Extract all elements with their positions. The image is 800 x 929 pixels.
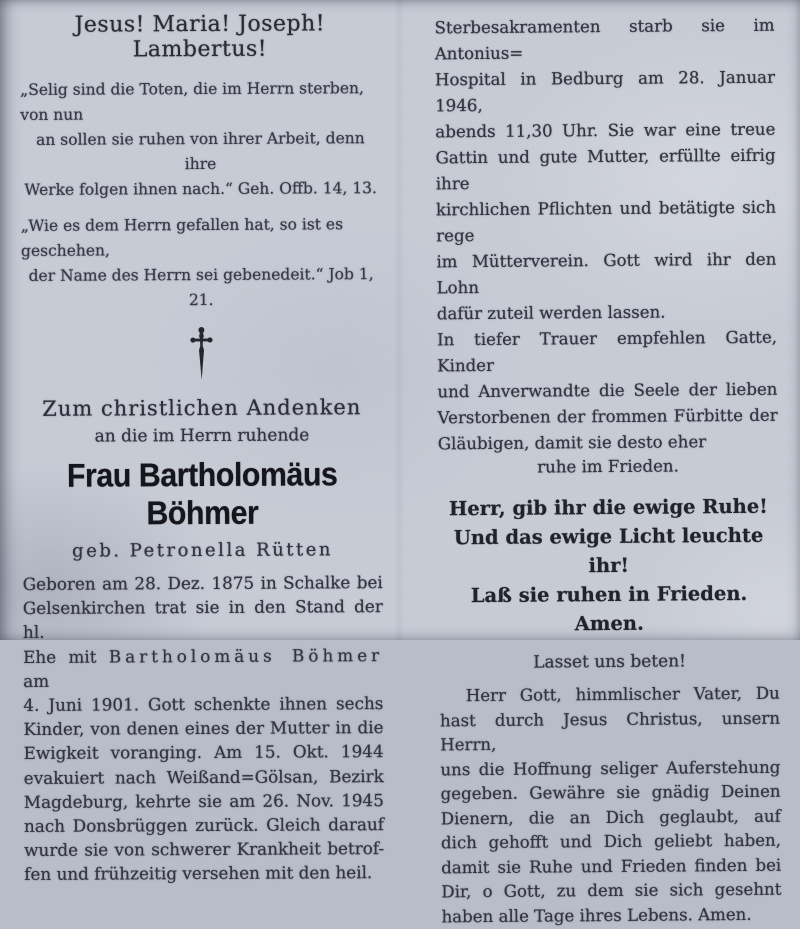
text-line: dafür zuteil werden lassen. bbox=[436, 302, 666, 324]
left-page bbox=[20, 0, 385, 887]
text-line: Magdeburg, kehrte sie am 26. Nov. 1945 bbox=[23, 789, 384, 812]
biography-paragraph bbox=[23, 570, 385, 887]
eternal-rest-prayer bbox=[438, 492, 779, 640]
text-line: Geboren am 28. Dez. 1875 in Schalke bei bbox=[22, 572, 383, 594]
text-line: Gelsenkirchen trat sie in den Stand der hl. bbox=[22, 596, 383, 643]
text-line: im Mütterverein. Gott wird ihr den Lohn bbox=[436, 249, 777, 298]
text-fragment: Ehe mit bbox=[23, 646, 109, 667]
memorial-intro: Zum christlichen Andenken bbox=[42, 395, 362, 421]
cross-icon bbox=[21, 325, 381, 383]
text-line: hast durch Jesus Christus, unsern Herrn, bbox=[439, 708, 781, 755]
right-page bbox=[434, 0, 781, 929]
call-to-prayer: Lasset uns beten! bbox=[533, 651, 687, 673]
text-line: Laß sie ruhen in Frieden. Amen. bbox=[470, 581, 748, 636]
text-line: damit sie Ruhe und Frieden finden bei bbox=[441, 855, 782, 877]
text-line: Werke folgen ihnen nach.“ Geh. Offb. 14, 13. bbox=[24, 179, 377, 199]
text-line: fen und frühzeitig versehen mit den heil. bbox=[24, 862, 373, 885]
deceased-name: Frau Bartholomäus Böhmer bbox=[66, 455, 338, 532]
text-line: an sollen sie ruhen von ihrer Arbeit, denn ihre bbox=[36, 129, 365, 174]
text-line: Dienern, die an Dich geglaubt, auf bbox=[440, 806, 781, 828]
spaced-husband-name: Bartholomäus Böhmer bbox=[108, 644, 384, 667]
text-line: uns die Hoffnung seliger Auferstehung bbox=[440, 757, 781, 779]
text-line bbox=[23, 643, 383, 693]
text-line: und Anverwandte die Seele der lieben bbox=[437, 379, 778, 402]
text-line: Kinder, von denen eines der Mutter in die bbox=[23, 717, 384, 740]
text-line: wurde sie von schwerer Krankheit betrof- bbox=[24, 838, 385, 861]
text-line: dich gehofft und Dich geliebt haben, bbox=[440, 830, 782, 853]
text-line: Hospital in Bedburg am 28. Januar 1946, bbox=[434, 67, 776, 116]
text-line: Dir, o Gott, zu dem sie sich gesehnt bbox=[441, 879, 782, 902]
text-line: In tiefer Trauer empfehlen Gatte, Kinder bbox=[436, 327, 778, 376]
text-line: gegeben. Gewähre sie gnädig Deinen bbox=[440, 781, 781, 804]
mourning-paragraph bbox=[437, 325, 778, 458]
text-line: Gattin und gute Mutter, erfüllte eifrig ihre bbox=[435, 145, 776, 194]
text-line: nach Donsbrüggen zurück. Gleich darauf bbox=[23, 814, 385, 836]
invocation-header: Jesus! Maria! Joseph! Lambertus! bbox=[74, 11, 326, 63]
text-line: Herr, gib ihr die ewige Ruhe! bbox=[448, 494, 768, 521]
rest-in-peace-line: ruhe im Frieden. bbox=[537, 456, 679, 477]
text-line: „Wie es dem Herrn gefallen hat, so ist es geschehen, bbox=[20, 215, 344, 260]
text-line: „Selig sind die Toten, die im Herrn sterben, von nun bbox=[20, 79, 364, 124]
text-line: evakuiert nach Weißand=Gölsan, Bezirk bbox=[23, 765, 384, 788]
text-fragment: am bbox=[23, 670, 50, 691]
text-line: Und das ewige Licht leuchte ihr! bbox=[453, 523, 764, 578]
text-line: haben alle Tage ihres Lebens. Amen. bbox=[441, 904, 752, 926]
text-line: Herr Gott, himmlischer Vater, Du bbox=[465, 683, 780, 706]
death-account-paragraph bbox=[434, 13, 776, 328]
scripture-quote-revelation bbox=[20, 76, 381, 203]
text-line: der Name des Herrn sei gebenedeit.“ Job 1, 21. bbox=[28, 265, 374, 310]
scripture-quote-job bbox=[21, 212, 382, 314]
text-line: Gläubigen, damit sie desto eher bbox=[437, 432, 707, 454]
text-line: kirchlichen Pflichten und betätigte sich rege bbox=[435, 197, 777, 246]
text-line: Verstorbenen der frommen Fürbitte der bbox=[437, 405, 778, 428]
text-line: abends 11,30 Uhr. Sie war eine treue bbox=[435, 119, 776, 142]
text-line: Ewigkeit voranging. Am 15. Okt. 1944 bbox=[23, 741, 384, 764]
text-line: Sterbesakramenten starb sie im Antonius= bbox=[434, 15, 775, 64]
maiden-name: geb. Petronella Rütten bbox=[72, 539, 334, 562]
memorial-sub: an die im Herrn ruhende bbox=[94, 425, 310, 447]
closing-prayer-paragraph bbox=[440, 682, 782, 929]
text-line: 4. Juni 1901. Gott schenkte ihnen sechs bbox=[23, 693, 384, 715]
